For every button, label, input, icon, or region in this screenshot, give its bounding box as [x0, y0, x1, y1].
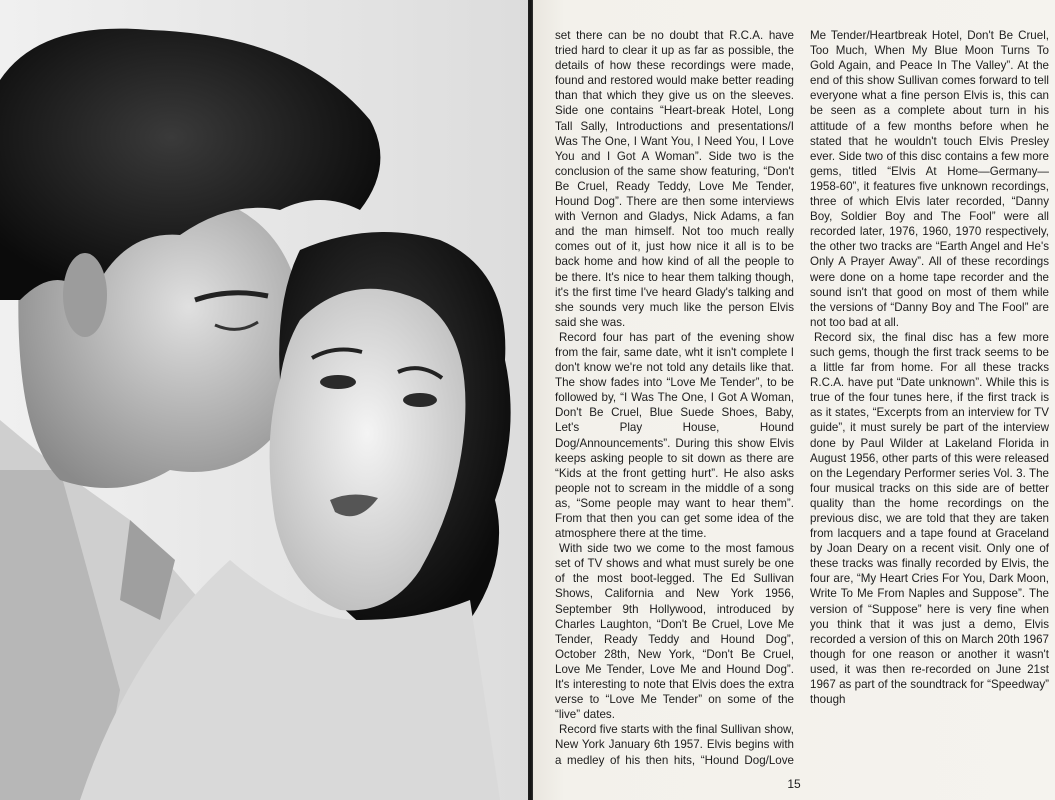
page-number: 15 — [787, 777, 801, 791]
article-paragraph: Record six, the final disc has a few more such gems, though the first track seems to be a little far from home. For all these tracks R.C.A. have put “Date unknown”. While this is true of the four tunes here, if the first track is as it states, “Excerpts from an interview for TV guide”, it must surely be part of the interview done by Paul Wilder at Lakeland Florida in August 1956, other parts of this were released on the Legendary Performer series Vol. 3. The four musical tracks on this side are of better quality than the home recordings on the previous disc, we are told that they are taken from lacquers and a tape found at Graceland by Joan Deary on a recent visit. Only one of these tracks was finally recorded by Elvis, the four are, “My Heart Cries For You, Dark Moon, Write To Me From Naples and Suppose”. The version of “Suppose” here is very fine when you think that it was just a demo, Elvis recorded a version of this on March 20th 1967 though for one reason or another it wasn't used, it was then re-recorded on June 21st 1967 as part of the soundtrack for “Speedway” though — [810, 330, 1049, 707]
text-page — [533, 0, 1055, 800]
article-paragraph: set there can be no doubt that R.C.A. have tried hard to clear it up as far as possible, the details of how these recordings were made, found and restored would make better reading than that which they give us on the sleeves. Side one contains “Heart-break Hotel, Long Tall Sally, Introductions and presentations/I Was The One, I Want You, I Need You, I Love You and I Got A Woman”. Side two is the conclusion of the same show featuring, “Don't Be Cruel, Ready Teddy, Love Me Tender, Hound Dog”. There are then some interviews with Vernon and Gladys, Nick Adams, a fan and the man himself. Not too much really comes out of it, just how nice it all is to be back home and how kind of all the people to be there. It's nice to hear them talking though, it's the first time I've heard Glady's talking and she sounds very much like the person Elvis said she was. — [555, 29, 794, 329]
article-paragraph: Record four has part of the evening show from the fair, same date, wht it isn't complete I don't know we're not told any details like that. The show fades into “Love Me Tender”, to be followed by, “I Was The One, I Got A Woman, Don't Be Cruel, Blue Suede Shoes, Baby, Let's Play House, Hound Dog/Announcements”. During this show Elvis keeps asking people to sit down as there are “Kids at the front getting hurt”. He also asks people not to scream in the middle of a song as, “Some people may want to hear them”. From that then you can get some idea of the atmosphere there at the time. — [555, 330, 794, 541]
article-paragraph: With side two we come to the most famous set of TV shows and what must surely be one of the most boot-legged. The Ed Sullivan Shows, California and New York 1956, September 9th Hollywood, introduced by Charles Laughton, “Don't Be Cruel, Love Me Tender, Ready Teddy and Hound Dog”, October 28th, New York, “Don't Be Cruel, Love Me Tender, Love Me and Hound Dog”. It's interesting to note that Elvis does the extra verse to “Love Me Tender” on some of the “live” dates. — [555, 542, 794, 722]
article-paragraph: Record five starts with the final Sullivan show, New York January 6th 1957. Elvis begins with a medley of his then hits, “Hound Dog/Love Me Tender/Heartbreak Hotel, Don't Be Cruel, Too Much, When My Blue Moon Turns To Gold Again, and Peace In The Valley”. At the end of this show Sullivan comes forward to tell everyone what a fine person Elvis is, this can be seen as a complete about turn in his attitude of a few months before when he stated that he wouldn't touch Elvis Presley ever. Side two of this disc contains a few more gems, titled “Elvis At Home—Germany—1958-60”, it features five unknown recordings, three of which Elvis later recorded, “Danny Boy, Soldier Boy and The Fool” were all recorded later, 1976, 1960, 1970 respectively, the other two tracks are “Earth Angel and He's Only A Prayer Away”. All of these recordings were done on a home tape recorder and the sound isn't that good on most of them while the versions of “Danny Boy and The Fool” are not too bad at all. — [555, 29, 1049, 767]
article-columns — [555, 28, 1049, 772]
